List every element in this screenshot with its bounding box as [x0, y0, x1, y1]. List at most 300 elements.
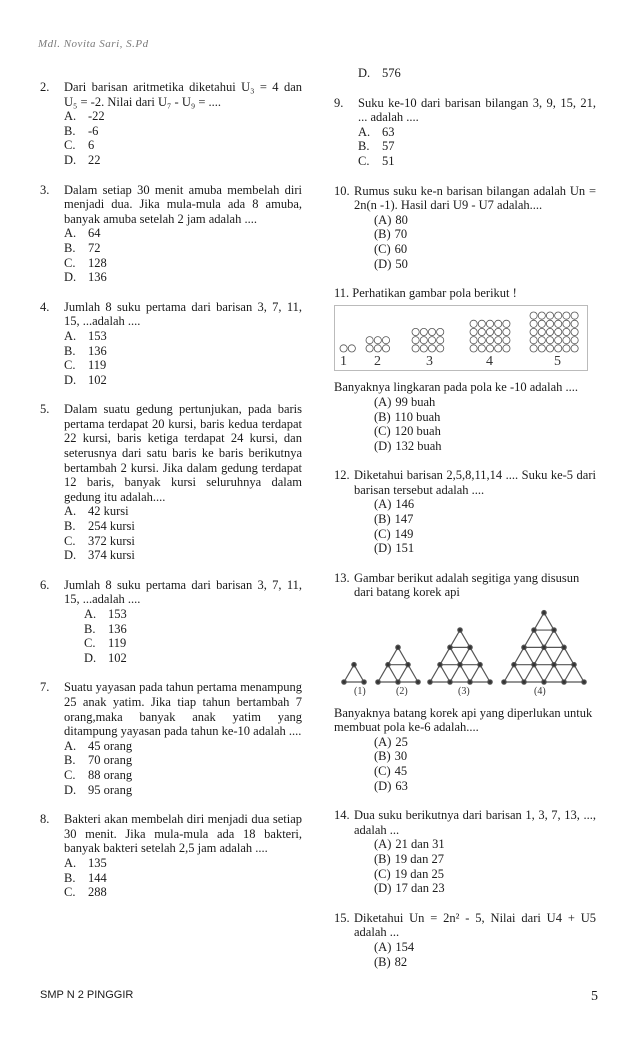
option-letter: (B) — [374, 227, 391, 242]
question-text: 11. Perhatikan gambar pola berikut ! — [334, 286, 517, 301]
question-7 — [40, 680, 302, 797]
option — [374, 779, 596, 794]
matchstick-head — [562, 680, 566, 684]
question-text: Jumlah 8 suku pertama dari barisan 3, 7, 11, 15, ...adalah .... — [64, 299, 302, 329]
option-text: -6 — [88, 123, 99, 138]
question-number: 15. — [334, 910, 350, 925]
option-text: 88 orang — [88, 767, 133, 782]
option-text: 21 dan 31 — [395, 837, 445, 852]
option-letter: (D) — [374, 256, 392, 271]
option-letter: (A) — [374, 212, 392, 227]
option-text: 25 — [395, 734, 408, 749]
option — [374, 410, 596, 425]
option — [374, 213, 596, 228]
option-letter: (B) — [374, 749, 391, 764]
matchstick-head — [448, 680, 452, 684]
option-text: 102 — [108, 650, 127, 665]
question-11 — [334, 286, 596, 453]
options — [374, 837, 596, 895]
pattern-label-5: 5 — [554, 353, 561, 369]
matchstick — [398, 665, 408, 682]
option-letter: B. — [358, 139, 370, 154]
option-letter: D. — [64, 782, 77, 797]
matchstick-head — [512, 663, 516, 667]
matchstick-triangle-image — [334, 604, 588, 696]
matchstick — [574, 665, 584, 682]
pattern-label-4: 4 — [486, 353, 493, 369]
matchstick — [470, 647, 480, 664]
option-text: 57 — [382, 139, 395, 154]
option-letter: D. — [64, 152, 77, 167]
options — [64, 329, 302, 387]
question-number: 14. — [334, 808, 350, 823]
question-text: Dalam suatu gedung pertunjukan, pada baris pertama terdapat 20 kursi, baris kedua terdapat 22 kursi, baris ketiga terdapat 24 kursi, dan seterusnya dari satu baris ke baris berikutnya bertambah 2 kursi. Jika dalam gedung terdapat 12 baris, banyak kursi seluruhnya dalam gedung itu adalah.... — [64, 402, 302, 504]
option — [64, 226, 302, 241]
option-letter: (D) — [374, 778, 392, 793]
pattern-label-2: 2 — [374, 353, 381, 369]
options — [64, 504, 302, 562]
option-letter: C. — [64, 533, 76, 548]
option-letter: D. — [64, 372, 77, 387]
matchstick-head — [488, 680, 492, 684]
option-letter: D. — [64, 270, 77, 285]
option-letter: D. — [64, 548, 77, 563]
matchstick — [430, 665, 440, 682]
option — [64, 753, 302, 768]
option — [64, 329, 302, 344]
question-text: Suku ke-10 dari barisan bilangan 3, 9, 15, 21, ... adalah .... — [358, 95, 596, 125]
option-letter: (B) — [374, 409, 391, 424]
option-letter: C. — [358, 153, 370, 168]
option-letter: D. — [84, 650, 97, 665]
option-text: 82 — [394, 954, 408, 969]
option-text: 136 — [108, 621, 127, 636]
option-text: 60 — [394, 241, 408, 256]
question-text: Dua suku berikutnya dari barisan 1, 3, 7, 13, ..., adalah ... — [354, 808, 596, 837]
option-text: 119 — [88, 358, 107, 373]
option-text: 70 orang — [88, 753, 133, 768]
matchstick-head — [542, 611, 546, 615]
right-column — [334, 60, 596, 984]
matchstick-head — [406, 663, 410, 667]
matchstick — [554, 665, 564, 682]
option-text: 144 — [88, 870, 107, 885]
option-letter: (C) — [374, 424, 391, 439]
options — [84, 607, 302, 665]
matchstick-head — [458, 663, 462, 667]
option — [374, 867, 596, 882]
option — [374, 764, 596, 779]
matchstick-head — [376, 680, 380, 684]
option-letter: (B) — [374, 512, 391, 527]
option-letter: C. — [84, 636, 96, 651]
option-text: 153 — [88, 328, 107, 343]
option-text: 42 kursi — [88, 504, 129, 519]
option-text: 254 kursi — [88, 519, 135, 534]
question-text: Bakteri akan membelah diri menjadi dua setiap 30 menit. Jika mula-mula ada 18 bakteri, banyak bakteri setelah 2,5 jam adalah .... — [64, 812, 302, 856]
option-letter: (A) — [374, 939, 392, 954]
option-text: 136 — [88, 270, 107, 285]
question-followup: Banyaknya batang korek api yang diperlukan untuk membuat pola ke-6 adalah.... — [334, 705, 593, 735]
matchstick — [480, 665, 490, 682]
matchstick-head — [572, 663, 576, 667]
option — [374, 424, 596, 439]
options — [374, 940, 596, 969]
option-letter: (B) — [374, 851, 391, 866]
options — [358, 125, 596, 169]
question-number: 6. — [40, 577, 50, 592]
option — [84, 651, 302, 666]
matchstick-head — [532, 663, 536, 667]
option-letter: A. — [358, 124, 371, 139]
option — [374, 749, 596, 764]
option-text: 151 — [395, 541, 415, 556]
matchstick-head — [342, 680, 346, 684]
matchstick — [534, 630, 544, 647]
option-letter: (B) — [374, 954, 391, 969]
option — [64, 344, 302, 359]
option-letter: A. — [64, 109, 77, 124]
question-number: 4. — [40, 299, 50, 314]
options — [374, 497, 596, 555]
matchstick — [460, 630, 470, 647]
option — [64, 153, 302, 168]
matchstick — [354, 665, 364, 682]
option-text: 132 buah — [395, 438, 442, 453]
option-letter: B. — [64, 870, 76, 885]
matchstick — [524, 647, 534, 664]
matchstick — [450, 665, 460, 682]
option-text: 30 — [394, 749, 408, 764]
pattern-label-3: 3 — [426, 353, 433, 369]
option-letter: (A) — [374, 394, 392, 409]
option — [374, 395, 596, 410]
option-text: 136 — [88, 343, 107, 358]
option — [358, 125, 596, 140]
question-number: 7. — [40, 680, 50, 695]
option — [64, 548, 302, 563]
option-text: 153 — [108, 607, 127, 621]
option-text: 45 orang — [88, 738, 133, 753]
matchstick-head — [502, 680, 506, 684]
options — [374, 395, 596, 453]
matchstick — [470, 665, 480, 682]
matchstick — [564, 665, 574, 682]
option-text: 51 — [382, 153, 395, 168]
options — [64, 856, 302, 900]
question-6 — [40, 578, 302, 666]
matchstick — [460, 665, 470, 682]
option — [358, 139, 596, 154]
matchstick-triangle-figure — [334, 604, 596, 700]
matchstick — [524, 630, 534, 647]
option-text: 99 buah — [395, 394, 436, 409]
option — [84, 636, 302, 651]
matchstick-head — [552, 628, 556, 632]
option-letter: B. — [64, 240, 76, 255]
matchstick — [544, 665, 554, 682]
option — [358, 154, 596, 169]
option-text: 80 — [395, 212, 408, 227]
question-number: 8. — [40, 812, 50, 827]
option-letter: B. — [64, 123, 76, 138]
option-letter: (C) — [374, 526, 391, 541]
matchstick-head — [478, 663, 482, 667]
matchstick — [378, 665, 388, 682]
matchstick — [440, 647, 450, 664]
question-9 — [334, 96, 596, 169]
option-text: 120 buah — [394, 424, 441, 439]
option — [374, 227, 596, 242]
pattern-label-1: 1 — [340, 353, 347, 369]
option — [64, 256, 302, 271]
option-text: 63 — [395, 778, 408, 793]
option-text: 6 — [88, 138, 95, 153]
option-letter: C. — [64, 358, 76, 373]
option-letter: C. — [64, 885, 76, 900]
matchstick — [450, 647, 460, 664]
option-letter: (C) — [374, 866, 391, 881]
option — [374, 541, 596, 556]
option-text: 50 — [395, 256, 408, 271]
matchstick-head — [542, 645, 546, 649]
option-letter: B. — [84, 621, 96, 636]
option — [64, 739, 302, 754]
matchstick — [544, 630, 554, 647]
matchstick-head — [522, 680, 526, 684]
matchstick — [514, 647, 524, 664]
option-letter: B. — [64, 519, 76, 534]
matchstick-head — [428, 680, 432, 684]
option-letter: A. — [64, 738, 77, 753]
option-letter: C. — [64, 255, 76, 270]
matchstick — [450, 630, 460, 647]
question-number: 10. — [334, 183, 350, 198]
matchstick — [534, 665, 544, 682]
page-header-signature: Mdl. Novita Sari, S.Pd — [38, 38, 149, 50]
option-text: 102 — [88, 372, 107, 387]
option-letter: (A) — [374, 497, 392, 512]
option-letter: (D) — [374, 881, 392, 896]
option — [64, 885, 302, 900]
matchstick — [504, 665, 514, 682]
matchstick-head — [416, 680, 420, 684]
question-13 — [334, 571, 596, 793]
options — [374, 213, 596, 271]
option — [374, 955, 596, 970]
circle-pattern-image — [334, 305, 588, 371]
option-letter: A. — [64, 328, 77, 343]
question-number: 5. — [40, 402, 50, 417]
option-text: 45 — [394, 764, 408, 778]
option — [64, 519, 302, 534]
option — [374, 497, 596, 512]
option-text: 135 — [88, 855, 107, 870]
matchstick — [524, 665, 534, 682]
question-number: 12. — [334, 468, 350, 483]
option — [64, 241, 302, 256]
matchstick-head — [362, 680, 366, 684]
question-3 — [40, 183, 302, 285]
matchstick — [564, 647, 574, 664]
circle-pattern-figure — [334, 305, 596, 375]
question-followup: Banyaknya lingkaran pada pola ke -10 adalah .... — [334, 380, 579, 395]
matchstick-head — [352, 663, 356, 667]
question-text: Suatu yayasan pada tahun pertama menampung 25 anak yatim. Jika tiap tahun bertambah 7 orang,maka banyak anak yatim yang ditampung yayasan pada tahun ke-10 adalah .... — [64, 680, 302, 739]
question-5 — [40, 402, 302, 563]
matchstick — [544, 613, 554, 630]
option — [64, 109, 302, 124]
matchstick — [534, 647, 544, 664]
option-letter: A. — [64, 504, 77, 519]
matchstick — [514, 665, 524, 682]
option-text: 70 — [394, 227, 408, 242]
option-text: 63 — [382, 124, 395, 139]
option — [374, 257, 596, 272]
option-text: 22 — [88, 152, 101, 167]
question-2 — [40, 80, 302, 168]
option-letter: D. — [358, 66, 371, 80]
question-4 — [40, 300, 302, 388]
option-letter: (D) — [374, 541, 392, 556]
option-text: 19 dan 27 — [394, 851, 444, 866]
triangle-label-2: (2) — [396, 686, 408, 697]
option-text: 146 — [395, 497, 415, 512]
left-column — [40, 60, 302, 915]
option-text: 374 kursi — [88, 548, 135, 563]
matchstick-head — [386, 663, 390, 667]
option — [374, 852, 596, 867]
option — [64, 768, 302, 783]
option — [84, 607, 302, 622]
option-text: 19 dan 25 — [394, 866, 444, 881]
option — [64, 783, 302, 798]
option — [64, 358, 302, 373]
option-text: 119 — [108, 636, 127, 651]
option — [64, 504, 302, 519]
option-letter: (A) — [374, 837, 392, 852]
question-14 — [334, 808, 596, 896]
matchstick — [344, 665, 354, 682]
question-8 — [40, 812, 302, 900]
question-text: Dalam setiap 30 menit amuba membelah diri menjadi dua. Jika mula-mula ada 8 amuba, banyak amuba setelah 2 jam adalah .... — [64, 182, 302, 226]
option-letter: B. — [64, 753, 76, 768]
option-letter: (D) — [374, 438, 392, 453]
option — [64, 871, 302, 886]
option-text: 154 — [395, 939, 415, 954]
option-text: 576 — [382, 66, 401, 80]
matchstick — [440, 665, 450, 682]
option — [64, 124, 302, 139]
matchstick — [554, 647, 564, 664]
matchstick — [554, 630, 564, 647]
question-text: Jumlah 8 suku pertama dari barisan 3, 7, 11, 15, ...adalah .... — [64, 577, 302, 607]
option — [374, 735, 596, 750]
option-letter: C. — [64, 767, 76, 782]
question-text: Diketahui Un = 2n² - 5, Nilai dari U4 + U5 adalah ... — [354, 910, 596, 940]
option-letter: (C) — [374, 764, 391, 778]
option — [374, 881, 596, 896]
option-letter: A. — [84, 607, 97, 621]
matchstick — [388, 665, 398, 682]
question-8-continued — [334, 66, 596, 81]
option-letter: (C) — [374, 241, 391, 256]
matchstick-head — [396, 645, 400, 649]
options — [64, 739, 302, 797]
option — [374, 527, 596, 542]
question-number: 9. — [334, 95, 344, 110]
option-letter: (A) — [374, 734, 392, 749]
question-number: 2. — [40, 80, 50, 94]
question-12 — [334, 468, 596, 556]
option — [64, 856, 302, 871]
matchstick-head — [468, 645, 472, 649]
question-15 — [334, 911, 596, 969]
matchstick-head — [448, 645, 452, 649]
matchstick — [398, 647, 408, 664]
option-text: 17 dan 23 — [395, 881, 445, 896]
option — [64, 373, 302, 388]
matchstick-head — [438, 663, 442, 667]
option-text: -22 — [88, 109, 105, 124]
question-text: Rumus suku ke-n barisan bilangan adalah Un = 2n(n -1). Hasil dari U9 - U7 adalah.... — [354, 183, 596, 213]
option — [64, 534, 302, 549]
options — [374, 735, 596, 793]
page-footer — [40, 989, 598, 1005]
school-name: SMP N 2 PINGGIR — [40, 989, 134, 1001]
question-number: 3. — [40, 182, 50, 197]
option — [374, 439, 596, 454]
question-number: 13. — [334, 570, 350, 585]
option-text: 110 buah — [394, 409, 441, 424]
option — [374, 837, 596, 852]
option-text: 128 — [88, 255, 107, 270]
option — [358, 66, 596, 81]
matchstick-head — [532, 628, 536, 632]
option-text: 72 — [88, 240, 101, 255]
matchstick — [534, 613, 544, 630]
option — [374, 242, 596, 257]
options — [64, 226, 302, 284]
triangle-label-3: (3) — [458, 686, 470, 697]
option — [64, 270, 302, 285]
matchstick-head — [582, 680, 586, 684]
option-text: 95 orang — [88, 782, 133, 797]
matchstick-head — [458, 628, 462, 632]
matchstick-head — [542, 680, 546, 684]
option-letter: A. — [64, 855, 77, 870]
option-letter: B. — [64, 343, 76, 358]
matchstick-head — [562, 645, 566, 649]
page-number: 5 — [591, 989, 598, 1004]
triangle-label-4: (4) — [534, 686, 546, 697]
option-letter: C. — [64, 138, 76, 153]
matchstick-head — [552, 663, 556, 667]
option-text: 372 kursi — [88, 533, 135, 548]
option — [374, 512, 596, 527]
option-text: 64 — [88, 226, 101, 241]
option — [64, 138, 302, 153]
option-text: 147 — [394, 512, 414, 527]
matchstick — [544, 647, 554, 664]
option — [374, 940, 596, 955]
question-text: Diketahui barisan 2,5,8,11,14 .... Suku ke-5 dari barisan tersebut adalah .... — [354, 468, 596, 497]
matchstick-head — [396, 680, 400, 684]
options — [64, 109, 302, 167]
question-text: Dari barisan aritmetika diketahui U₃ = 4 dan U₅ = -2. Nilai dari U₇ - U₉ = .... — [64, 80, 302, 109]
question-10 — [334, 184, 596, 272]
matchstick — [408, 665, 418, 682]
